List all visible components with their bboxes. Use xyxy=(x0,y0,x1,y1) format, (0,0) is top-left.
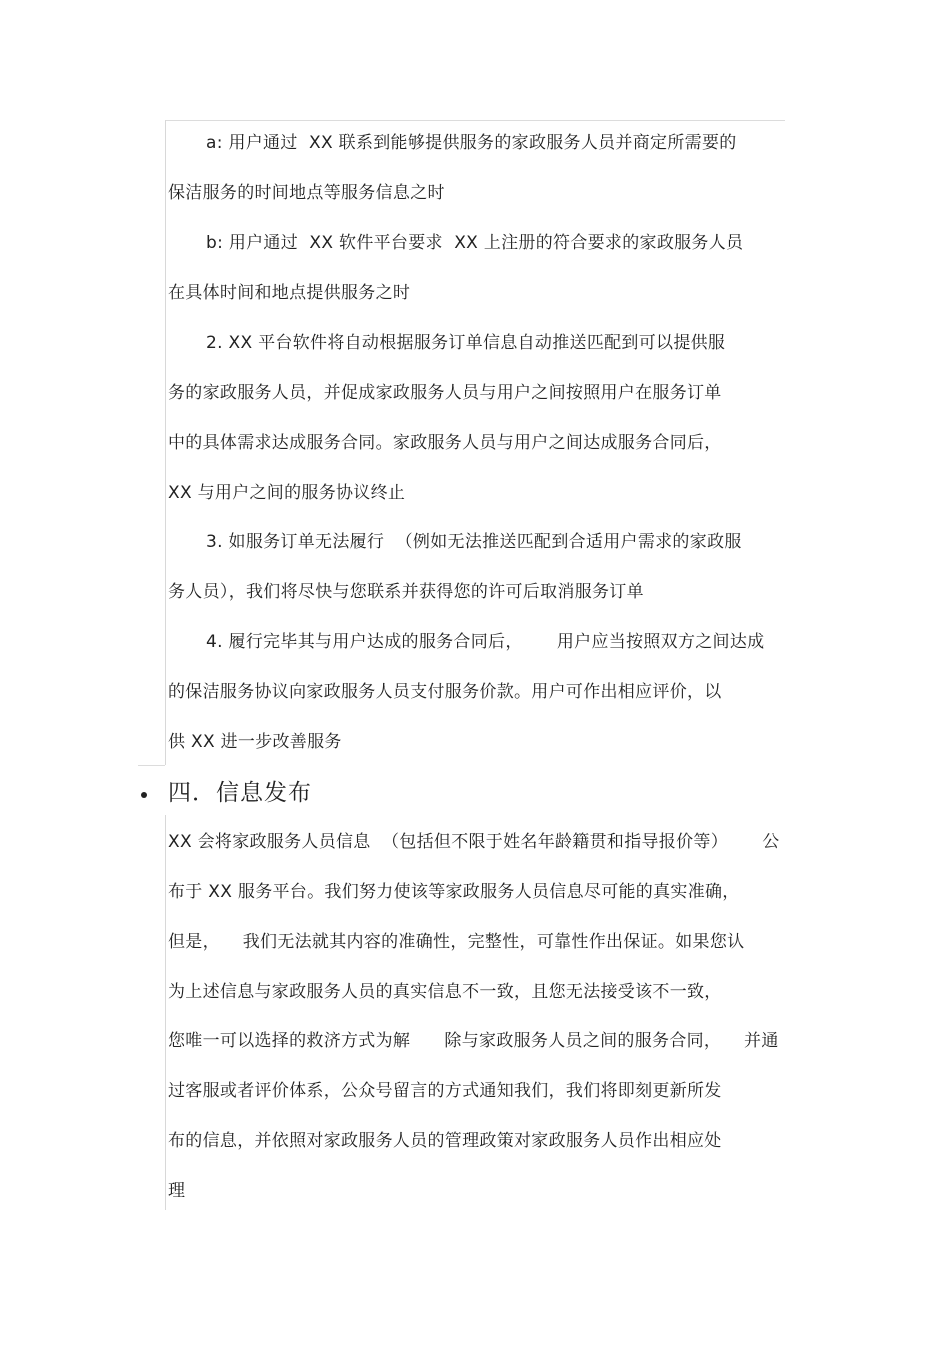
paragraph-line: a: 用户通过 XX 联系到能够提供服务的家政服务人员并商定所需要的 xyxy=(206,133,737,153)
paragraph-line: 保洁服务的时间地点等服务信息之时 xyxy=(168,183,445,203)
paragraph-line: 2. XX 平台软件将自动根据服务订单信息自动推送匹配到可以提供服 xyxy=(206,333,726,353)
paragraph-line: 供 XX 进一步改善服务 xyxy=(168,732,342,752)
paragraph-line: 您唯一可以选择的救济方式为解 除与家政服务人员之间的服务合同， 并通 xyxy=(168,1031,779,1051)
paragraph-line: 但是， 我们无法就其内容的准确性，完整性，可靠性作出保证。如果您认 xyxy=(168,932,745,952)
paragraph-line: 过客服或者评价体系，公众号留言的方式通知我们，我们将即刻更新所发 xyxy=(168,1081,722,1101)
left-margin-line-top xyxy=(165,120,166,765)
paragraph-line: 中的具体需求达成服务合同。家政服务人员与用户之间达成服务合同后， xyxy=(168,433,722,453)
section-border-line xyxy=(138,765,165,766)
paragraph-line: XX 与用户之间的服务协议终止 xyxy=(168,483,406,503)
paragraph-line: 4. 履行完毕其与用户达成的服务合同后， 用户应当按照双方之间达成 xyxy=(206,632,765,652)
paragraph-line: 为上述信息与家政服务人员的真实信息不一致，且您无法接受该不一致， xyxy=(168,982,722,1002)
bullet-icon xyxy=(141,792,147,798)
paragraph-line: 布于 XX 服务平台。我们努力使该等家政服务人员信息尽可能的真实准确， xyxy=(168,882,740,902)
top-border-line xyxy=(165,120,785,121)
paragraph-line: 的保洁服务协议向家政服务人员支付服务价款。用户可作出相应评价，以 xyxy=(168,682,722,702)
left-margin-line-bottom xyxy=(165,815,166,1210)
paragraph-line: 务的家政服务人员，并促成家政服务人员与用户之间按照用户在服务订单 xyxy=(168,383,722,403)
paragraph-line: 务人员），我们将尽快与您联系并获得您的许可后取消服务订单 xyxy=(168,582,644,602)
paragraph-line: 在具体时间和地点提供服务之时 xyxy=(168,283,411,303)
section-heading: 四．信息发布 xyxy=(168,780,312,806)
paragraph-line: 3. 如服务订单无法履行 （例如无法推送匹配到合适用户需求的家政服 xyxy=(206,532,742,552)
paragraph-line: b: 用户通过 XX 软件平台要求 XX 上注册的符合要求的家政服务人员 xyxy=(206,233,744,253)
paragraph-line: XX 会将家政服务人员信息 （包括但不限于姓名年龄籍贯和指导报价等） 公 xyxy=(168,832,780,852)
paragraph-line: 理 xyxy=(168,1181,186,1201)
paragraph-line: 布的信息，并依照对家政服务人员的管理政策对家政服务人员作出相应处 xyxy=(168,1131,722,1151)
